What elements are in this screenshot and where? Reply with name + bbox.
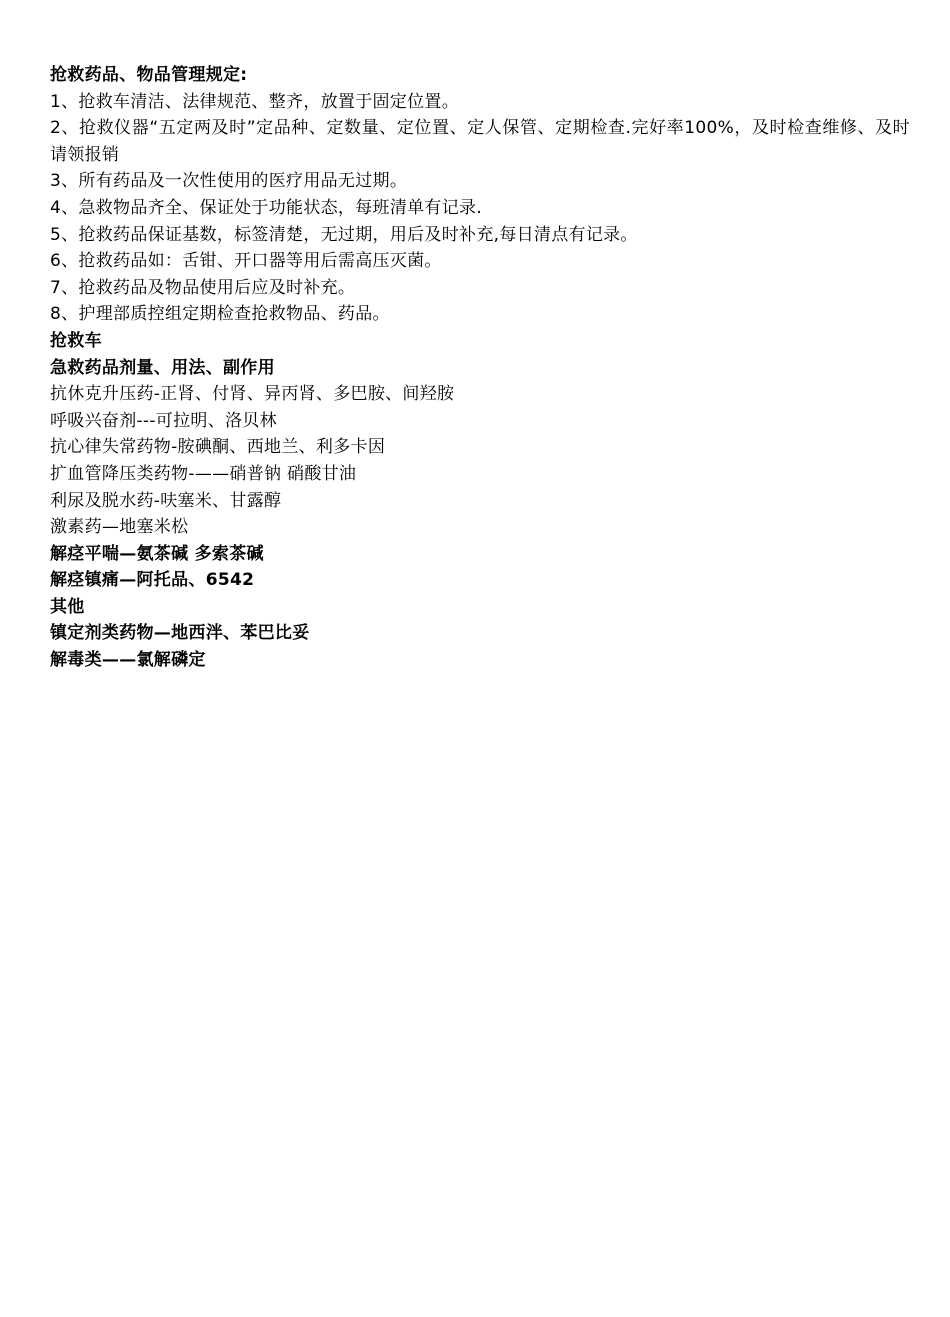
drug-item-2: 呼吸兴奋剂---可拉明、洛贝林 [50,410,277,431]
rule-item-1: 1、抢救车清洁、法律规范、整齐，放置于固定位置。 [50,91,460,112]
rule-item-6: 6、抢救药品如：舌钳、开口器等用后需高压灭菌。 [50,251,442,272]
drug-item-1: 抗休克升压药-正肾、付肾、异丙肾、多巴胺、间羟胺 [50,384,455,405]
section-heading-drugs: 急救药品剂量、用法、副作用 [50,357,275,378]
rule-item-7: 7、抢救药品及物品使用后应及时补充。 [50,277,356,298]
drug-item-5: 利尿及脱水药-呋塞米、甘露醇 [50,490,282,511]
document-body [50,62,910,674]
drug-item-3: 抗心律失常药物-胺碘酮、西地兰、利多卡因 [50,437,386,458]
rule-item-4: 4、急救物品齐全、保证处于功能状态，每班清单有记录. [50,197,483,218]
drug-item-6: 激素药—地塞米松 [50,517,189,538]
rule-item-2: 2、抢救仪器“五定两及时”定品种、定数量、定位置、定人保管、定期检查.完好率100%，及时检查维修、及时请领报销 [50,118,910,165]
rule-item-5: 5、抢救药品保证基数，标签清楚，无过期，用后及时补充,每日清点有记录。 [50,224,638,245]
document-heading: 抢救药品、物品管理规定: [50,65,248,85]
section-heading-cart: 抢救车 [50,330,102,351]
drug-item-4: 扩血管降压类药物-——硝普钠 硝酸甘油 [50,463,357,484]
other-item-2: 解毒类——氯解磷定 [50,650,206,671]
drug-item-8: 解痉镇痛—阿托品、6542 [50,570,255,591]
drug-item-7: 解痉平喘—氨茶碱 多索茶碱 [50,543,264,564]
rule-item-8: 8、护理部质控组定期检查抢救物品、药品。 [50,304,390,325]
other-item-1: 镇定剂类药物—地西泮、苯巴比妥 [50,623,310,644]
rule-item-3: 3、所有药品及一次性使用的医疗用品无过期。 [50,171,408,192]
section-heading-other: 其他 [50,596,85,617]
